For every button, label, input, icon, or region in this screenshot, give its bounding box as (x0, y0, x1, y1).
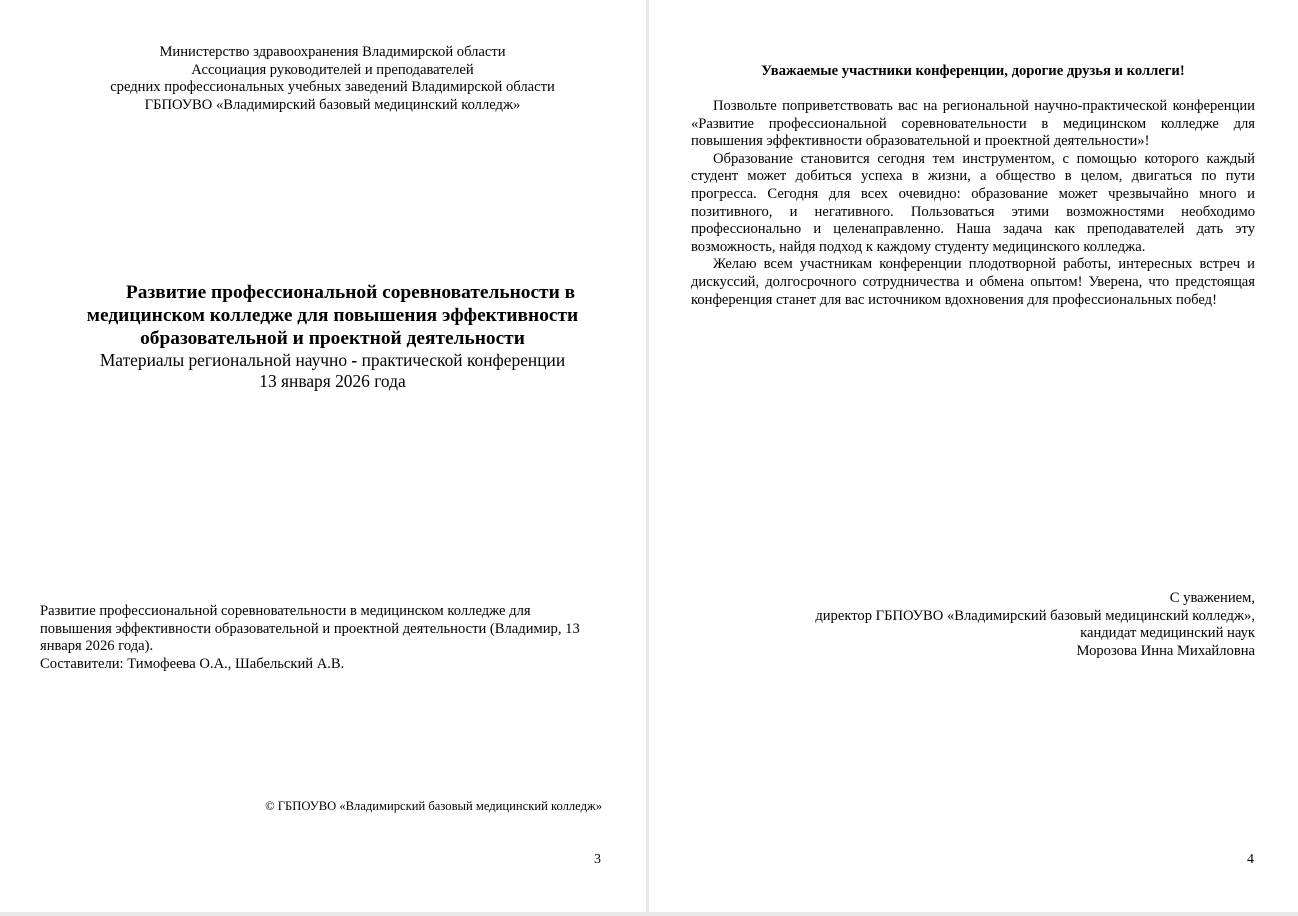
bibliographic-block (40, 603, 600, 673)
subtitle-part-2: практической конференции (361, 350, 566, 370)
page-number: 4 (1247, 852, 1254, 867)
letter-paragraph: Образование становится сегодня тем инструментом, с помощью которого каждый студент может добиться успеха в жизни, а общество в целом, двигаться по пути прогресса. Сегодня для всех очевидно: образование может чрезвычайно много и позитивного, и негативного. Пользоваться этими возможностями необходимо профессионально и целенаправленно. Наша задача как преподавателей дать эту возможность, найдя подход к каждому студенту медицинского колледжа. (691, 150, 1255, 255)
header-line-association: Ассоциация руководителей и преподавателей (191, 61, 474, 78)
signature-name: Морозова Инна Михайловна (1076, 642, 1255, 659)
page-4 (649, 0, 1298, 912)
header-line-institutions: средних профессиональных учебных заведений Владимирской области (110, 79, 555, 95)
subtitle-dash: - (347, 350, 362, 370)
conference-date: 13 января 2026 года (259, 371, 406, 391)
document-title: Развитие профессиональной соревновательности в медицинском колледже для повышения эффективности образовательной и проектной деятельности (86, 282, 579, 349)
signature-closing: С уважением, (1169, 590, 1255, 606)
compilers: Составители: Тимофеева О.А., Шабельский А.В. (40, 655, 345, 672)
organization-header (60, 44, 605, 114)
header-line-college: ГБПОУВО «Владимирский базовый медицинский колледж» (144, 96, 521, 113)
welcome-letter (691, 98, 1255, 309)
document-subtitle (40, 350, 625, 371)
letter-paragraph: Позвольте поприветствовать вас на региональной научно-практической конференции «Развитие профессиональной соревновательности в медицинском колледже для повышения эффективности образовательной и проектной деятельности»! (691, 98, 1255, 150)
signature-degree: кандидат медицинский наук (1080, 625, 1255, 642)
title-block (40, 281, 625, 392)
signature-block (815, 590, 1255, 660)
copyright-notice: © ГБПОУВО «Владимирский базовый медицинский колледж» (265, 799, 602, 813)
greeting-heading: Уважаемые участники конференции, дорогие друзья и коллеги! (761, 63, 1185, 79)
subtitle-part-1: Материалы региональной научно (99, 350, 348, 370)
header-line-ministry: Министерство здравоохранения Владимирской области (159, 44, 506, 60)
signature-position: директор ГБПОУВО «Владимирский базовый медицинский колледж», (815, 607, 1255, 624)
letter-paragraph: Желаю всем участникам конференции плодотворной работы, интересных встреч и дискуссий, долгосрочного сотрудничества и обмена опытом! Уверена, что предстоящая конференция станет для вас источником вдохновения для профессиональных побед! (691, 256, 1255, 308)
bibliographic-text: Развитие профессиональной соревновательности в медицинском колледже для повышения эффективности образовательной и проектной деятельности (Владимир, 13 января 2026 года). (40, 603, 580, 655)
page-3 (0, 0, 646, 912)
page-number: 3 (594, 852, 601, 867)
